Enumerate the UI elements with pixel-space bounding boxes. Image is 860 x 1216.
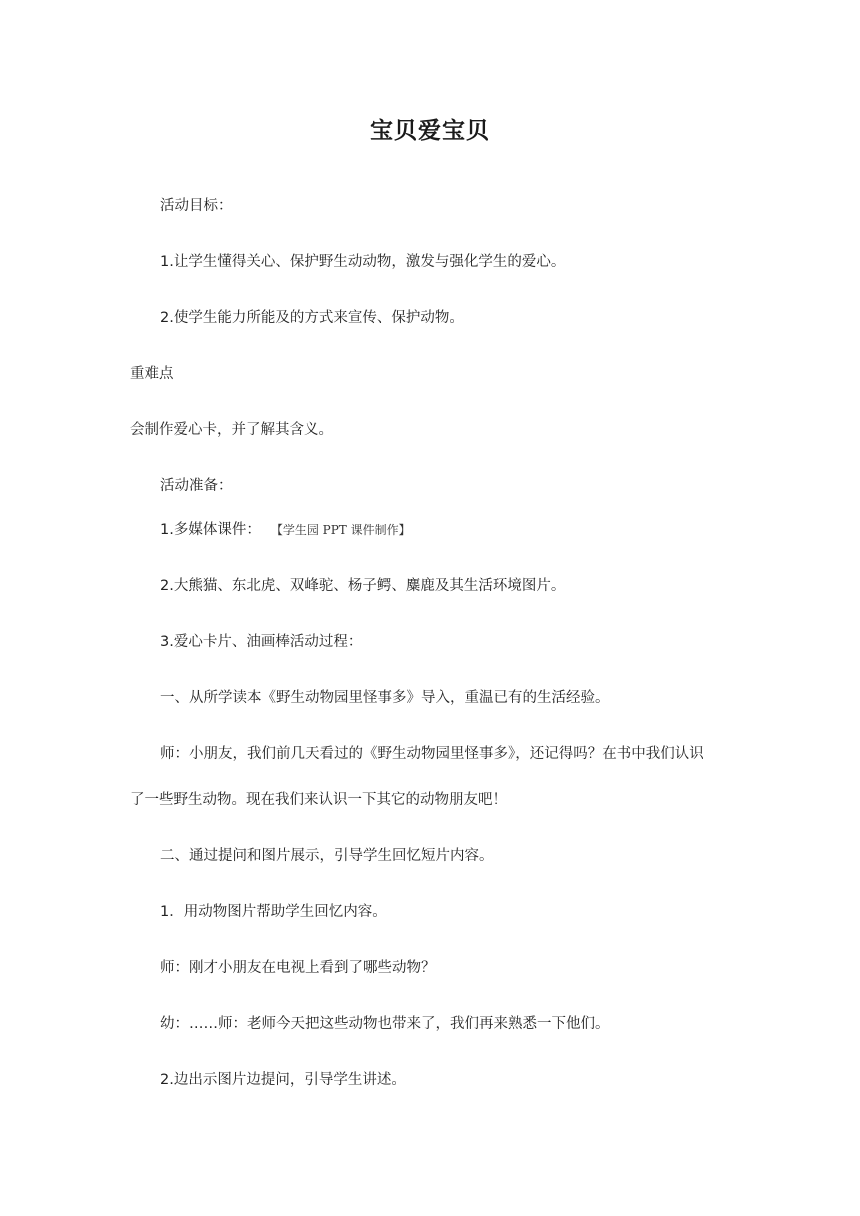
section-heading-preparation: 活动准备： — [160, 478, 233, 494]
preparation-item-3: 3.爱心卡片、油画棒活动过程： — [160, 634, 363, 650]
goal-item-1: 1.让学生懂得关心、保护野生动动物，激发与强化学生的爱心。 — [160, 254, 566, 270]
key-points-text: 会制作爱心卡，并了解其含义。 — [130, 422, 333, 438]
teacher-line-1-continued: 了一些野生动物。现在我们来认识一下其它的动物朋友吧！ — [130, 792, 507, 808]
section-heading-key-points: 重难点 — [130, 366, 174, 382]
process-step-1: 一、从所学读本《野生动物园里怪事多》导入，重温已有的生活经验。 — [160, 690, 610, 706]
process-step-2: 二、通过提问和图片展示，引导学生回忆短片内容。 — [160, 848, 494, 864]
section-heading-goals: 活动目标： — [160, 198, 233, 214]
preparation-item-1 — [160, 520, 411, 540]
preparation-item-1-label: 1.多媒体课件： — [160, 522, 261, 538]
dialogue-line: 幼：……师：老师今天把这些动物也带来了，我们再来熟悉一下他们。 — [160, 1016, 610, 1032]
process-step-2-item-1: 1．用动物图片帮助学生回忆内容。 — [160, 904, 387, 920]
preparation-item-2: 2.大熊猫、东北虎、双峰驼、杨子鳄、麋鹿及其生活环境图片。 — [160, 578, 566, 594]
process-step-2-item-2: 2.边出示图片边提问，引导学生讲述。 — [160, 1072, 406, 1088]
teacher-question: 师：刚才小朋友在电视上看到了哪些动物？ — [160, 960, 436, 976]
goal-item-2: 2.使学生能力所能及的方式来宣传、保护动物。 — [160, 310, 464, 326]
document-title: 宝贝爱宝贝 — [370, 118, 490, 144]
teacher-line-1: 师：小朋友，我们前几天看过的《野生动物园里怪事多》，还记得吗？在书中我们认识 — [160, 746, 704, 762]
courseware-reference: 【学生园 PPT 课件制作】 — [276, 523, 411, 537]
